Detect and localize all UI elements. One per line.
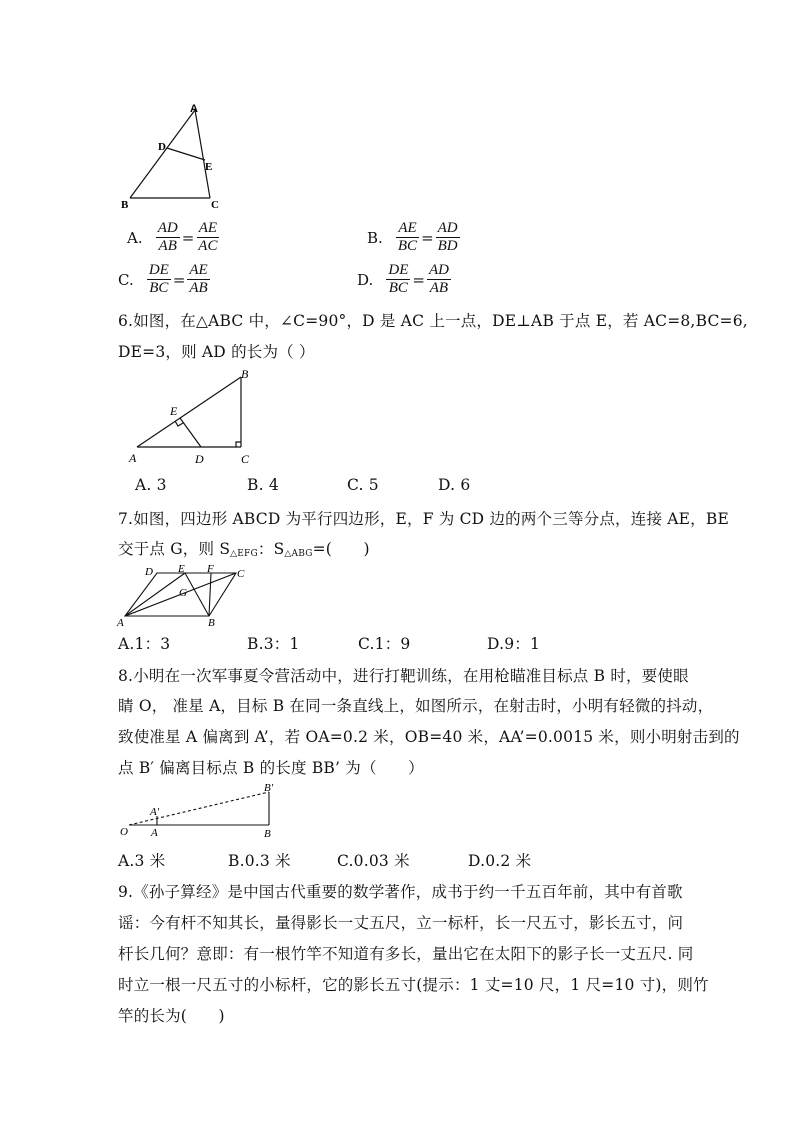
q6-option-c[interactable]: C. 5	[347, 476, 379, 494]
label-d: D	[195, 452, 204, 466]
q7-option-b[interactable]: B.3：1	[247, 635, 300, 653]
fraction: $\frac{DE}{BC}$	[148, 262, 169, 296]
fraction: $\frac{DE}{BC}$	[388, 262, 409, 296]
fraction: $\frac{AD}{BD}$	[437, 220, 458, 254]
q8-option-b[interactable]: B.0.3 米	[228, 852, 291, 870]
option-label: B.	[367, 228, 383, 247]
q7-parallelogram-figure	[115, 562, 260, 628]
q7-text-line1: 7.如图，四边形 ABCD 为平行四边形，E，F 为 CD 边的两个三等分点，连接 AE，BE	[118, 510, 729, 528]
q6-text-line2: DE=3，则 AD 的长为（ ）	[118, 343, 315, 361]
q8-option-d[interactable]: D.0.2 米	[468, 852, 532, 870]
fraction: $\frac{AD}{AB}$	[428, 262, 449, 296]
side-ab	[137, 377, 241, 447]
side-ac	[195, 110, 213, 198]
label-g: G	[179, 587, 187, 599]
fraction: $\frac{AE}{AC}$	[198, 220, 218, 254]
q9-text-line1: 9.《孙子算经》是中国古代重要的数学著作，成书于约一千五百年前，其中有首歌	[118, 883, 683, 901]
label-d: D	[158, 141, 166, 153]
label-b-prime: B′	[264, 782, 274, 794]
q5-option-b[interactable]: B. $\frac{AE}{BC}$ = $\frac{AD}{BD}$	[367, 220, 458, 254]
segment-bf	[209, 573, 211, 616]
label-e: E	[205, 161, 213, 173]
q5-triangle-figure	[115, 100, 230, 212]
label-b: B	[264, 828, 271, 840]
q8-text-line1: 8.小明在一次军事夏令营活动中，进行打靶训练，在用枪瞄准目标点 B 时，要使眼	[118, 667, 689, 685]
label-f: F	[207, 563, 214, 575]
label-b: B	[241, 367, 249, 381]
option-label: A.	[127, 228, 143, 247]
q6-option-d[interactable]: D. 6	[438, 476, 471, 494]
q8-option-a[interactable]: A.3 米	[118, 852, 166, 870]
q7-option-c[interactable]: C.1：9	[358, 635, 411, 653]
label-b: B	[208, 617, 215, 628]
label-b: B	[121, 199, 129, 211]
q5-option-c[interactable]: C. $\frac{DE}{BC}$ = $\frac{AE}{AB}$	[118, 262, 208, 296]
label-e: E	[178, 563, 185, 575]
right-angle-mark-c	[236, 442, 241, 447]
q8-text-line2: 睛 O， 准星 A，目标 B 在同一条直线上，如图所示，在射击时，小明有轻微的抖动，	[118, 697, 714, 715]
label-c: C	[237, 568, 245, 580]
q6-text-line1: 6.如图，在△ABC 中，∠C=90°，D 是 AC 上一点，DE⊥AB 于点 E，若 AC=8,BC=6,	[118, 312, 748, 330]
q6-right-triangle-figure	[125, 365, 265, 467]
label-a-prime: A′	[150, 806, 160, 818]
label-d: D	[145, 566, 153, 578]
q6-option-b[interactable]: B. 4	[247, 476, 279, 494]
label-a: A	[117, 617, 124, 628]
q5-option-a[interactable]: A. $\frac{AD}{AB}$ = $\frac{AE}{AC}$	[127, 220, 218, 254]
segment-be	[185, 573, 209, 616]
segment-ae	[125, 573, 185, 616]
q8-option-c[interactable]: C.0.03 米	[337, 852, 410, 870]
segment-de	[180, 418, 201, 447]
q9-text-line3: 杆长几何？意即：有一根竹竿不知道有多长，量出它在太阳下的影子长一丈五尺. 同	[118, 945, 694, 963]
segment-de	[167, 148, 205, 160]
q7-text-line2: 交于点 G，则 $S_{\triangle EFG}$：$S_{\triangle ABG}=$( )	[118, 540, 370, 559]
label-c: C	[211, 199, 219, 211]
label-e: E	[170, 404, 178, 418]
label-a: A	[190, 103, 198, 115]
label-o: O	[120, 826, 128, 838]
q8-text-line4: 点 B′ 偏离目标点 B 的长度 BB’ 为（ ）	[118, 759, 424, 777]
q9-text-line4: 时立一根一尺五寸的小标杆，它的影长五寸(提示：1 丈=10 尺，1 尺=10 寸)，则竹	[118, 976, 709, 994]
label-a: A	[151, 827, 158, 839]
q5-option-d[interactable]: D. $\frac{DE}{BC}$ = $\frac{AD}{AB}$	[357, 262, 449, 296]
q8-text-line3: 致使准星 A 偏离到 A’，若 OA=0.2 米，OB=40 米，AA’=0.0015 米，则小明射击到的	[118, 728, 740, 746]
q7-option-a[interactable]: A.1：3	[118, 635, 171, 653]
q9-text-line2: 谣：今有杆不知其长，量得影长一丈五尺，立一标杆，长一尺五寸，影长五寸，问	[118, 914, 684, 932]
fraction: $\frac{AE}{AB}$	[189, 262, 208, 296]
q7-option-d[interactable]: D.9：1	[487, 635, 541, 653]
q8-sight-line-figure	[115, 780, 290, 840]
q6-option-a[interactable]: A. 3	[135, 476, 167, 494]
right-angle-mark-e	[175, 421, 183, 426]
label-c: C	[241, 452, 250, 466]
label-a: A	[129, 451, 137, 465]
option-label: D.	[357, 270, 374, 289]
fraction: $\frac{AD}{AB}$	[157, 220, 178, 254]
q9-text-line5: 竿的长为( )	[118, 1007, 225, 1025]
fraction: $\frac{AE}{BC}$	[397, 220, 418, 254]
option-label: C.	[118, 270, 134, 289]
